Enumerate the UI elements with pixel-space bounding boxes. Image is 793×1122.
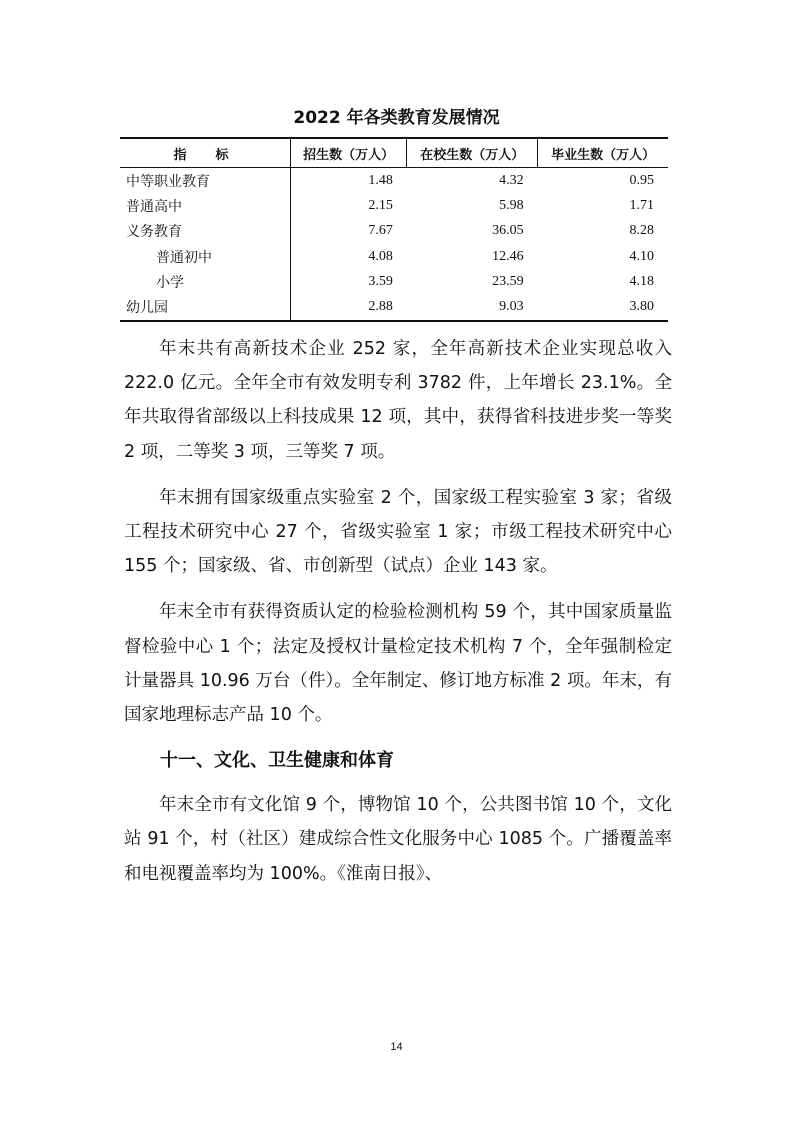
cell-graduates: 0.95 [629, 172, 654, 188]
cell-enrollment: 4.08 [291, 244, 407, 269]
paragraph-tech-enterprises: 年末共有高新技术企业 252 家，全年高新技术企业实现总收入 222.0 亿元。全年全市有效发明专利 3782 件，上年增长 23.1%。全年共取得省部级以上科技成果 12 项，其中，获得省科技进步奖一等奖 2 项，二等奖 3 项，三等奖 7 项。 [124, 339, 672, 462]
row-label: 普通初中 [156, 249, 212, 266]
table-row [120, 269, 668, 294]
table-header-row [120, 138, 668, 168]
paragraph-inspection: 年末全市有获得资质认定的检验检测机构 59 个，其中国家质量监督检验中心 1 个；法定及授权计量检定技术机构 7 个，全年强制检定计量器具 10.96 万台（件）。全年制定、修订地方标准 2 项。年末，有国家地理标志产品 10 个。 [124, 602, 672, 726]
table-row [120, 193, 668, 218]
cell-in-school: 5.98 [499, 197, 524, 213]
cell-enrollment: 3.59 [291, 269, 407, 294]
body-text [124, 332, 672, 903]
page-number: 14 [390, 1041, 403, 1053]
cell-graduates: 3.80 [538, 294, 668, 320]
header-graduates: 毕业生数（万人） [538, 138, 668, 168]
section-heading: 十一、文化、卫生健康和体育 [160, 750, 394, 772]
cell-enrollment: 1.48 [291, 168, 407, 194]
row-label: 普通高中 [126, 198, 182, 215]
row-label: 小学 [156, 274, 184, 291]
paragraph-culture: 年末全市有文化馆 9 个，博物馆 10 个，公共图书馆 10 个，文化站 91 个，村（社区）建成综合性文化服务中心 1085 个。广播覆盖率和电视覆盖率均为 100%。《淮南日报》、 [124, 795, 672, 884]
cell-in-school: 12.46 [492, 248, 524, 264]
table-row [120, 219, 668, 244]
cell-graduates: 4.10 [629, 248, 654, 264]
row-label: 幼儿园 [120, 294, 291, 320]
cell-enrollment: 2.88 [291, 294, 407, 320]
header-in-school: 在校生数（万人） [407, 138, 538, 168]
table-row [120, 244, 668, 269]
cell-enrollment: 7.67 [291, 219, 407, 244]
table-row [120, 168, 668, 194]
cell-graduates: 8.28 [629, 223, 654, 239]
paragraph-laboratories: 年末拥有国家级重点实验室 2 个，国家级工程实验室 3 家；省级工程技术研究中心 27 个，省级实验室 1 家；市级工程技术研究中心 155 个；国家级、省、市创新型（试点）企业 143 家。 [124, 487, 672, 577]
table-row [120, 294, 668, 320]
table-title: 2022 年各类教育发展情况 [293, 108, 500, 128]
row-label: 义务教育 [126, 224, 182, 241]
cell-in-school: 9.03 [407, 294, 538, 320]
cell-graduates: 4.18 [629, 273, 654, 289]
cell-in-school: 36.05 [492, 223, 524, 239]
cell-in-school: 4.32 [499, 172, 524, 188]
header-enrollment: 招生数（万人） [291, 138, 407, 168]
cell-graduates: 1.71 [629, 197, 654, 213]
row-label: 中等职业教育 [126, 173, 210, 190]
header-indicator: 指 标 [120, 138, 291, 168]
cell-in-school: 23.59 [492, 273, 524, 289]
education-table [120, 137, 668, 322]
cell-enrollment: 2.15 [291, 193, 407, 218]
